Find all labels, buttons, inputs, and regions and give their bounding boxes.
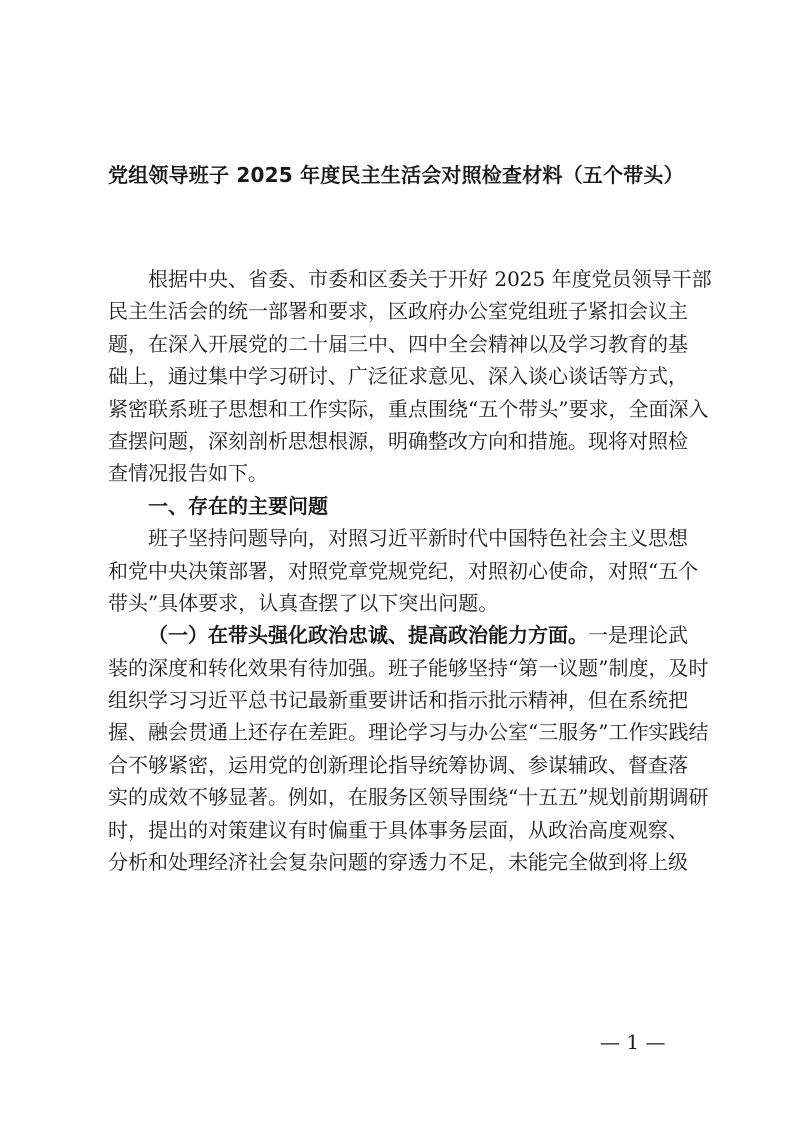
paragraph-line: 班子坚持问题导向，对照习近平新时代中国特色社会主义思想 <box>148 526 688 551</box>
paragraph-line: 查摆问题，深刻剖析思想根源，明确整改方向和措施。现将对照检 <box>108 428 688 453</box>
document-body <box>108 263 712 878</box>
paragraph-line: 题，在深入开展党的二十届三中、四中全会精神以及学习教育的基 <box>108 331 688 356</box>
paragraph-line: 础上，通过集中学习研讨、广泛征求意见、深入谈心谈话等方式， <box>108 364 688 389</box>
subsection-lead-text: 一是理论武 <box>588 623 688 648</box>
paragraph-line: 实的成效不够显著。例如，在服务区领导围绕“十五五”规划前期调研 <box>108 785 709 810</box>
paragraph-line: 根据中央、省委、市委和区委关于开好 2025 年度党员领导干部 <box>148 267 712 291</box>
paragraph-line: 握、融会贯通上还存在差距。理论学习与办公室“三服务”工作实践结 <box>108 720 709 745</box>
paragraph-line: 装的深度和转化效果有待加强。班子能够坚持“第一议题”制度，及时 <box>108 655 709 680</box>
paragraph-line: 紧密联系班子思想和工作实际，重点围绕“五个带头”要求，全面深入 <box>108 396 709 421</box>
paragraph-line: 和党中央决策部署，对照党章党规党纪，对照初心使命，对照“五个 <box>108 558 699 583</box>
paragraph-line: 合不够紧密，运用党的创新理论指导统筹协调、参谋辅政、督查落 <box>108 752 688 777</box>
paragraph-line: 分析和处理经济社会复杂问题的穿透力不足，未能完全做到将上级 <box>108 850 688 875</box>
paragraph-line: 组织学习习近平总书记最新重要讲话和指示批示精神，但在系统把 <box>108 688 688 713</box>
paragraph-line: 带头”具体要求，认真查摆了以下突出问题。 <box>108 590 499 615</box>
paragraph-line: 民主生活会的统一部署和要求，区政府办公室党组班子紧扣会议主 <box>108 299 688 324</box>
subsection-heading: （一）在带头强化政治忠诚、提高政治能力方面。 <box>148 623 588 648</box>
section-heading: 一、存在的主要问题 <box>148 493 328 518</box>
paragraph-line: 时，提出的对策建议有时偏重于具体事务层面，从政治高度观察、 <box>108 817 688 842</box>
page-number: — 1 — <box>600 1030 666 1054</box>
paragraph-line: 查情况报告如下。 <box>108 461 268 486</box>
document-title: 党组领导班子 2025 年度民主生活会对照检查材料（五个带头） <box>108 163 684 187</box>
subsection-first-line <box>108 619 688 651</box>
